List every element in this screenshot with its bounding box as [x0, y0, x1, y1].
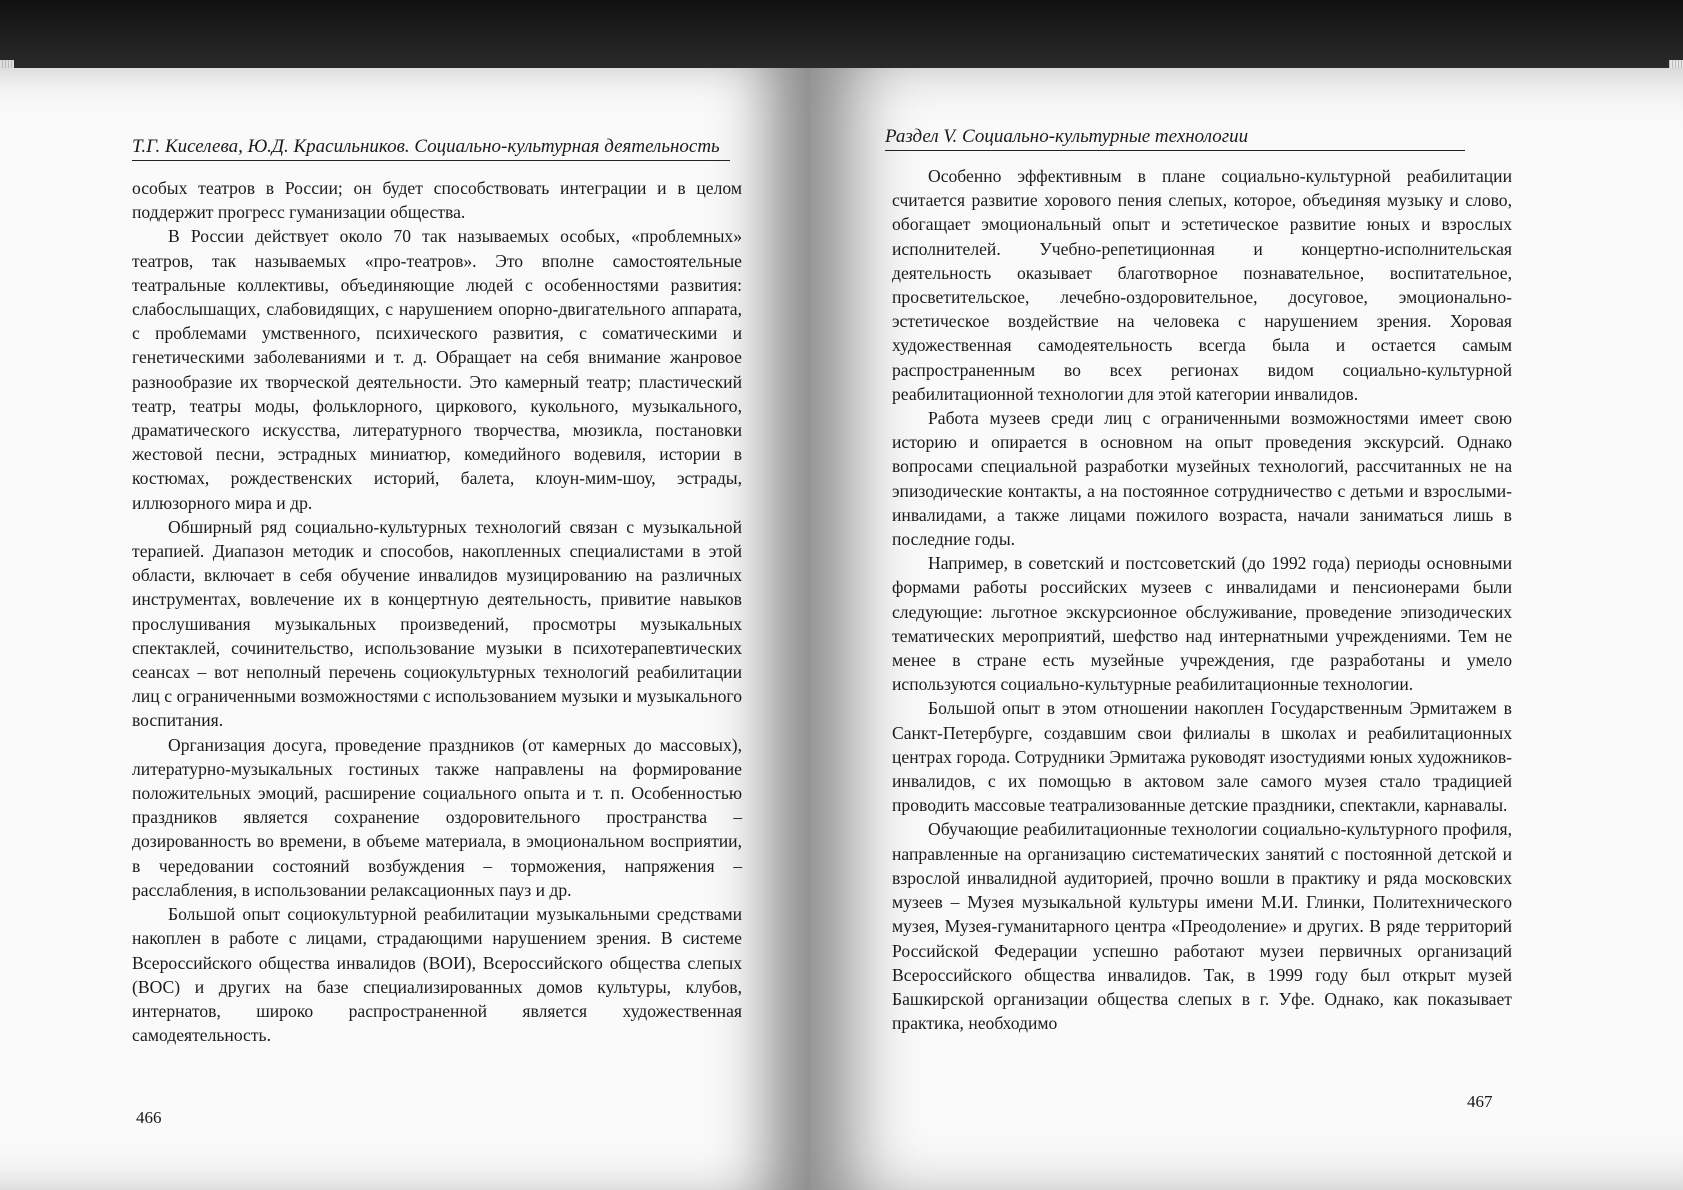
paragraph: Обучающие реабилитационные технологии социально-культурного профиля, направленные на организацию систематических занятий с постоянной детской и взрослой инвалидной аудиторией, прочно вошли в практику и ряда московских музеев – Музея музыкальной культуры имени М.И. Глинки, Политехнического музея, Музея-гуманитарного центра «Преодоление» и других. В ряде территорий Российской Федерации успешно работают музеи первичных организаций Всероссийского общества инвалидов. Так, в 1999 году был открыт музей Башкирской организации общества слепых в г. Уфе. Однако, как показывает практика, необходимо: [892, 819, 1512, 1034]
right-page: [810, 68, 1683, 1190]
paragraph: Большой опыт в этом отношении накоплен Государственным Эрмитажем в Санкт-Петербурге, создавшим свои филиалы в школах и реабилитационных центрах города. Сотрудники Эрмитажа руководят изостудиями юных художников-инвалидов, с их помощью в актовом зале самого музея стало традицией проводить массовые театрализованные детские праздники, спектакли, карнавалы.: [892, 698, 1512, 816]
paragraph: Например, в советский и постсоветский (до 1992 года) периоды основными формами работы российских музеев с инвалидами и пенсионерами были следующие: льготное экскурсионное обслуживание, проведение эпизодических тематических мероприятий, шефство над интернатными учреждениями. Тем не менее в стране есть музейные учреждения, где разработаны и умело используются социально-культурные реабилитационные технологии.: [892, 553, 1512, 695]
paragraph: В России действует около 70 так называемых особых, «проблемных» театров, так называемых «про-театров». Это вполне самостоятельные театральные коллективы, объединяющие людей с особенностями развития: слабослышащих, слабовидящих, с нарушением опорно-двигательного аппарата, с проблемами умственного, психического развития, с соматическими и генетическими заболеваниями и т. д. Обращает на себя внимание жанровое разнообразие их творческой деятельности. Это камерный театр; пластический театр, театры моды, фольклорного, циркового, кукольного, музыкального, драматического искусства, литературного творчества, мюзикла, постановки жестовой песни, эстрадных миниатюр, комедийного водевиля, истории в костюмах, рождественских историй, балета, клоун-мим-шоу, эстрады, иллюзорного мира и др.: [132, 226, 742, 513]
right-page-number: 467: [1467, 1092, 1493, 1111]
paragraph: Большой опыт социокультурной реабилитации музыкальными средствами накоплен в работе с лицами, страдающими нарушением зрения. В системе Всероссийского общества инвалидов (ВОИ), Всероссийского общества слепых (ВОС) и других на базе специализированных домов культуры, клубов, интернатов, широко распространенной является художественная самодеятельность.: [132, 904, 742, 1046]
paragraph: Работа музеев среди лиц с ограниченными возможностями имеет свою историю и опирается в основном на опыт проведения экскурсий. Однако вопросами специальной разработки музейных технологий, рассчитанных не на эпизодические контакты, а на постоянное сотрудничество с детьми и взрослыми-инвалидами, а также лицами пожилого возраста, начали заниматься лишь в последние годы.: [892, 408, 1512, 550]
right-running-head: Раздел V. Социально-культурные технологии: [885, 126, 1465, 151]
left-running-head: Т.Г. Киселева, Ю.Д. Красильников. Социально-культурная деятельность: [132, 136, 730, 161]
paragraph: Организация досуга, проведение праздников (от камерных до массовых), литературно-музыкальных гостиных также направлены на формирование положительных эмоций, расширение социального опыта и т. п. Особенностью праздников является сохранение оздоровительного пространства – дозированность во времени, в объеме материала, в эмоциональном восприятии, в чередовании состояний возбуждения – торможения, напряжения – расслабления, в использовании релаксационных пауз и др.: [132, 734, 742, 900]
paragraph: Обширный ряд социально-культурных технологий связан с музыкальной терапией. Диапазон методик и способов, накопленных специалистами в этой области, включает в себя обучение инвалидов музицированию на различных инструментах, вовлечение их в концертную деятельность, привитие навыков прослушивания музыкальных произведений, просмотры музыкальных спектаклей, сочинительство, использование музыки в психотерапевтических сеансах – вот неполный перечень социокультурных технологий реабилитации лиц с ограниченными возможностями с использованием музыки и музыкального воспитания.: [132, 516, 742, 731]
left-page: [0, 68, 810, 1190]
left-page-body: [132, 176, 742, 1047]
paragraph: Особенно эффективным в плане социально-культурной реабилитации считается развитие хорового пения слепых, которое, объединяя музыку и слово, обогащает эмоциональный опыт и эстетическое развитие юных и взрослых исполнителей. Учебно-репетиционная и концертно-исполнительская деятельность оказывает благотворное познавательное, воспитательное, просветительское, лечебно-оздоровительное, досуговое, эмоционально-эстетическое воздействие на человека с нарушением зрения. Хоровая художественная самодеятельность всегда была и остается самым распространенным во всех регионах видом социально-культурной реабилитационной технологии для этой категории инвалидов.: [892, 166, 1512, 404]
right-page-body: [892, 164, 1512, 1035]
left-page-number: 466: [136, 1108, 162, 1127]
paragraph: особых театров в России; он будет способствовать интеграции и в целом поддержит прогресс гуманизации общества.: [132, 178, 742, 223]
